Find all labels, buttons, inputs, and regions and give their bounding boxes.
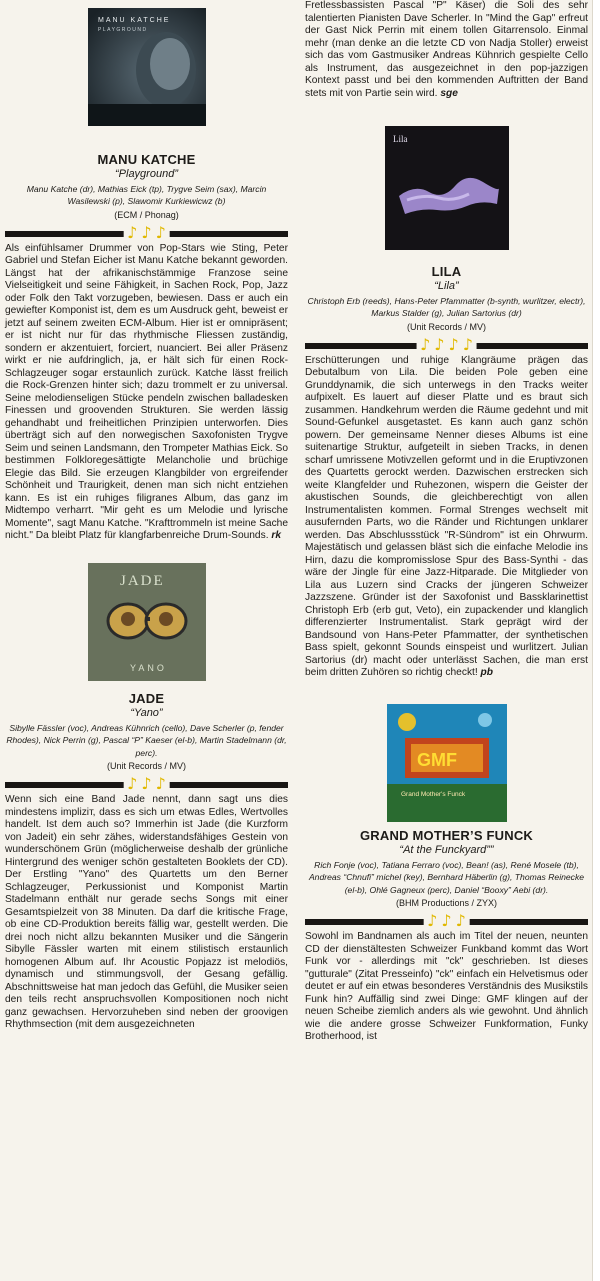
review-album: “Lila” bbox=[434, 280, 459, 292]
rating-notes bbox=[123, 224, 170, 243]
review-body bbox=[5, 243, 288, 543]
review-signature: sge bbox=[440, 87, 458, 99]
review-grand-mothers-funck bbox=[305, 704, 588, 1044]
album-cover-lila bbox=[385, 126, 509, 250]
album-cover-yano bbox=[88, 563, 206, 681]
review-jade bbox=[5, 563, 288, 1032]
rating-notes bbox=[123, 775, 170, 794]
cover-artist-text: Grand Mother's Funck bbox=[400, 790, 465, 798]
rating-notes bbox=[423, 912, 470, 931]
cover-artist-text: Lila bbox=[392, 134, 407, 144]
eighth-note-icon: ♪ bbox=[427, 911, 438, 931]
review-credits: Rich Fonje (voc), Tatiana Ferraro (voc), Bean! (as), René Mosele (tb), Andreas “Chnufi” michel (key), Bernhard Häberlin (g), Thomas Reinecke (el-b), Ohlé Gagneux (perc), Daniel “Booxy” Aebi (dr). bbox=[308, 859, 585, 895]
eighth-note-icon: ♪ bbox=[127, 222, 138, 242]
review-label: (BHM Productions / ZYX) bbox=[395, 898, 498, 909]
review-body bbox=[5, 794, 288, 1032]
review-text: Erschütterungen und ruhige Klangräume prägen das Debutalbum von Lila. Die beiden Pole geben eine Grunddynamik, die sich unterwegs in den Tracks weiter aufpixelt. Es lauert auf dieser Platte und es braut sich zusammen. Handkehrum werden die Räume gedehnt und mit Sound-Gefunkel ausgetastet. Es kann auch ganz schön powern. Der gemeinsame Nenner dieses Albums ist eine suitenartige Struktur, aufgeteilt in sieben Tracks, in denen scharf umrissene Motivzellen geformt und in die Eruptivzonen des Quartetts gerockt werden. Dazwischen erstrecken sich weite Klangfelder und Ruhezonen, wispern die Geister der akustischen Sounds, die gleichberechtigt von allen Instrumentalisten kommen. Formal Strenges wechselt mit ausufernden Parts, wo die Ränder und Richtungen unklarer werden. Das Abschlussstück "R-Sündrom" ist ein Ohrwurm. Majestätisch und gelassen bläst sich die einfache Melodie ins Hirn, dazu die kompromisslose Spur des Bass-Synthi - das wäre der Jingle für eine Jazz-Hitparade. Die Mitglieder von Lila aus Luzern sind Cracks der jüngeren Schweizer Jazzszene. Gründer ist der Saxofonist und Bassklarinettist Christoph Erb (erb gut, Veto), ein zupackender und klanglich differenzierter Instrumentalist. Stark geprägt wird der Bandsound von Hans-Peter Pfammatter, der synthetischen Bass spielt, gekonnt Sounds einspeist und wurlitzert. Julian Sartorius (dr) macht oder unterlässt Sachen, die man erst beim dritten Zuhören so richtig checkt! bbox=[305, 354, 588, 679]
review-body bbox=[305, 931, 588, 1044]
page-edge bbox=[592, 0, 600, 1281]
funckyard-cover-art bbox=[387, 704, 507, 822]
eighth-note-icon: ♪ bbox=[127, 774, 138, 794]
eighth-note-icon: ♪ bbox=[441, 911, 452, 931]
cover-album-text: GMF bbox=[416, 749, 457, 770]
rating-bar bbox=[305, 336, 588, 353]
album-cover-playground bbox=[88, 8, 206, 126]
right-column bbox=[305, 0, 588, 1044]
eighth-note-icon: ♪ bbox=[462, 334, 473, 354]
review-credits: Manu Katche (dr), Mathias Eick (tp), Trygve Seim (sax), Marcin Wasilewski (p), Slawomir Kurkiewicwz (b) bbox=[26, 184, 267, 207]
review-credits: Sibylle Fässler (voc), Andreas Kühnrich (cello), Dave Scherler (p, fender Rhodes), Nick Perrin (g), Pascal “P” Kaeser (el-b), Martin Stadelmann (dr, perc). bbox=[6, 722, 287, 758]
rating-bar bbox=[305, 912, 588, 929]
eighth-note-icon: ♪ bbox=[420, 334, 431, 354]
eighth-note-icon: ♪ bbox=[141, 774, 152, 794]
rating-notes bbox=[416, 336, 477, 355]
eighth-note-icon: ♪ bbox=[455, 911, 466, 931]
lila-cover-art bbox=[385, 126, 509, 250]
album-cover-at-the-funckyard bbox=[387, 704, 507, 822]
review-signature: pb bbox=[480, 667, 493, 679]
review-album: “Yano” bbox=[130, 706, 163, 719]
review-label: (Unit Records / MV) bbox=[106, 761, 186, 772]
review-credits: Christoph Erb (reeds), Hans-Peter Pfammatter (b-synth, wurlitzer, electr), Markus Stalder (g), Julian Sartorius (dr) bbox=[307, 296, 586, 319]
cover-artist-text: MANU KATCHE bbox=[97, 17, 170, 24]
cover-album-text: YANO bbox=[129, 662, 167, 673]
eighth-note-icon: ♪ bbox=[434, 334, 445, 354]
review-lila bbox=[305, 126, 588, 680]
review-text: Sowohl im Bandnamen als auch im Titel der neuen, neunten CD der dienstältesten Schweizer Funkband kommt das Wort Funk vor - allerdings mit "ck" geschrieben. Ist dieses "gutturale" (Zitat Presseinfo) "ck" einfach ein Helvetismus oder deutet er auf ein etwas besonderes Verständnis des Musikstils Funk hin? Auffällig sind zwei Dinge: GMF klingen auf der neuen Scheibe ziemlich anders als wie gewohnt. Und ähnlich wie die andere grosse Schweizer Funkformation, Funky Brotherhood, ist bbox=[305, 931, 588, 1043]
review-label: (ECM / Phonag) bbox=[114, 209, 179, 220]
left-column bbox=[5, 0, 288, 1032]
playground-cover-art bbox=[88, 8, 206, 126]
cover-artist-text: JADE bbox=[119, 572, 165, 589]
review-text: Fretlessbassisten Pascal "P" Käser) die Soli des sehr talentierten Pianisten Dave Scherler. In "Mind the Gap" erfreut der Gast Nick Perrin mit einem tollen Gitarrensolo. Einmal mehr (man denke an die letzte CD von Nadja Stoller) erweist sich das vom Gastmusiker Andreas Kühnrich gespielte Cello als Instrument, das ausgezeichnet in den pop-jazzigen Kontext passt und bei den kommenden Auftritten der Band stets mit von Partie sein wird. bbox=[305, 0, 588, 99]
yano-cover-art bbox=[88, 563, 206, 681]
eighth-note-icon: ♪ bbox=[155, 774, 166, 794]
review-body bbox=[305, 355, 588, 680]
review-title: JADE bbox=[128, 690, 165, 706]
review-signature: rk bbox=[271, 530, 282, 542]
review-text: Wenn sich eine Band Jade nennt, dann sagt uns dies mindestens impliziт, dass es sich um etwas Edles, Wertvolles handelt. Ist dem auch so? Immerhin ist Jade (die Kurzform von Jadeit) ein sehr zähes, widerstandsfähiges Gestein von wunderschönem Grün (möglicherweise deshalb der grünliche Hintergrund des weniger schön gestalteten Booklets der CD). Der Erstling "Yano" des Quartetts um den Berner Schlagzeuger, Perkussionist und Komponist Martin Stadelmann enthält nur gerade sechs Songs mit einer Gesamtspielzeit von 38 Minuten. Da darf die kritische Frage, ob eine CD-Produktion bereits fällig war, gestellt werden. Die drei noch nicht allzu bekannten Musiker und die Sängerin Sibylle Fässler warten mit einem stilistisch erstaunlich homogenen Album auf. Ihr Acoustic Popjazz ist melodiös, dynamisch und stimmungsvoll, der Gesang gefällig. Abschnittsweise hat man jedoch das Gefühl, die Musiker seien den teils recht anspruchsvollen Kompositionen noch nicht ganz gewachsen. Hervorzuheben sind neben der groovigen Rhythmsection (mit dem ausgezeichneten bbox=[5, 794, 288, 1031]
review-title: LILA bbox=[431, 264, 462, 279]
review-album: “Playground” bbox=[115, 168, 178, 180]
review-title: GRAND MOTHER’S FUNCK bbox=[360, 827, 533, 843]
eighth-note-icon: ♪ bbox=[155, 222, 166, 242]
rating-bar bbox=[5, 775, 288, 792]
review-manu-katche bbox=[5, 8, 288, 543]
cover-album-text: PLAYGROUND bbox=[97, 27, 148, 33]
rating-bar bbox=[5, 224, 288, 241]
review-label: (Unit Records / MV) bbox=[406, 321, 486, 332]
eighth-note-icon: ♪ bbox=[141, 222, 152, 242]
review-jade-continued bbox=[305, 0, 588, 100]
review-album: “At the Funckyard”” bbox=[399, 843, 494, 856]
review-text: Als einfühlsamer Drummer von Pop-Stars wie Sting, Peter Gabriel und Stefan Eicher ist Manu Katche bekannt geworden. Längst hat der afrikanischstämmige Franzose seine Vielseitigkeit und seine Fähigkeit, in Sachen Rock, Pop, Jazz oder Folk den Takt vorzugeben, bewiesen. Dass er auch ein gewiefter Komponist ist, dem es um Ausdruck geht, beweist er jetzt auf seinem zweiten ECM-Album. Hier ist er omnipräsent; er ist nicht nur für das rhythmische Fliessen zuständig, sondern er akzentuiert, forciert, nuanciert. Bei aller Präsenz wirkt er nie aufdringlich, ja, er hält sich für einen Rock-Schlagzeuger sogar erstaunlich zurück. Katche lässt freilich die Rock-Grenzen hinter sich; dazu trommelt er zu universal. Seine melodienseligen Stücke pendeln zwischen balladesken Finessen und groovenden Strukturen. Sie werden lässig gehandhabt und freiheitlichen Prinzipien unterworfen. Dies überträgt sich auf den norwegischen Saxofonisten Trygve Seim und seinen Landsmann, den Trompeter Mathias Eick. So bestimmen Folkloregesättigte Melancholie und brüchige Elegie das Bild. Sie erzeugen Klangbilder von ergreifender Schönheit und Traurigkeit, denen man sich nicht entziehen kann. Es ist ein ruhiges filigranes Album, das ganz im Midtempo verharrt. "Mir geht es um Melodie und lyrische Momente", sagt Manu Katche. "Krafttrommeln ist meine Sache nicht." Da bleibt Platz für klangfarbenreiche Drum-Sounds. bbox=[5, 242, 288, 542]
eighth-note-icon: ♪ bbox=[448, 334, 459, 354]
review-title: MANU KATCHE bbox=[97, 152, 196, 167]
